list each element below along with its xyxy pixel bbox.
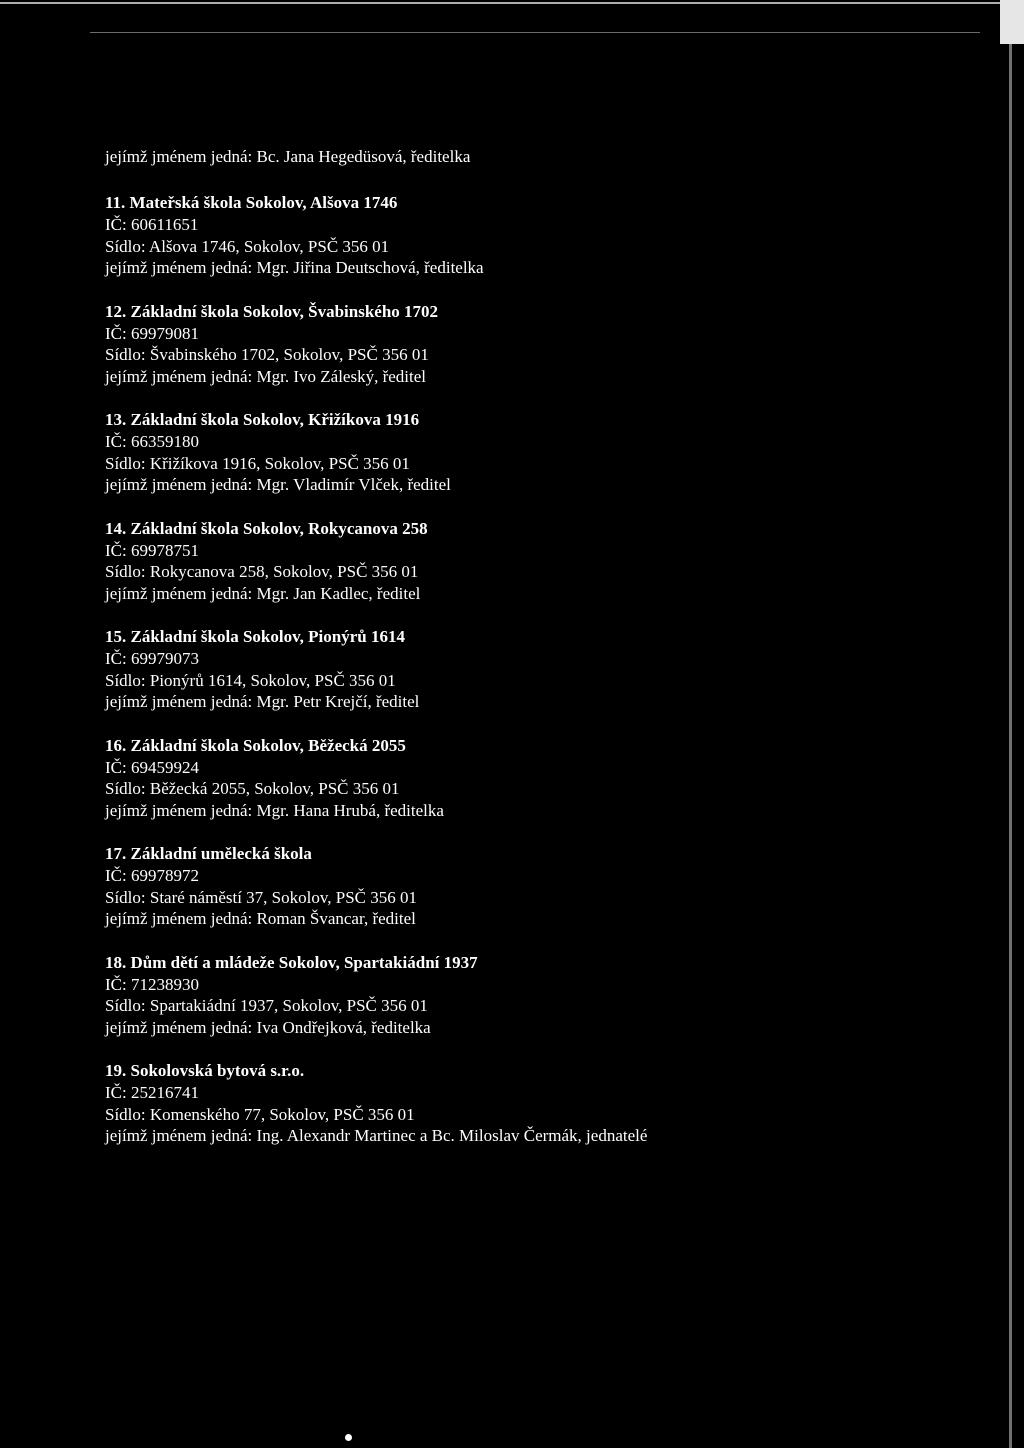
document-body	[105, 146, 905, 1169]
entry-title: 16. Základní škola Sokolov, Běžecká 2055	[105, 735, 406, 755]
scan-speck	[345, 1434, 352, 1441]
entry-sidlo: Sídlo: Křižíkova 1916, Sokolov, PSČ 356 01	[105, 453, 410, 473]
entry-sidlo: Sídlo: Komenského 77, Sokolov, PSČ 356 01	[105, 1104, 415, 1124]
entry-title: 13. Základní škola Sokolov, Křižíkova 1916	[105, 410, 420, 429]
entry-representative: jejímž jménem jedná: Iva Ondřejková, ředitelka	[105, 1017, 431, 1037]
entry-representative: jejímž jménem jedná: Mgr. Petr Krejčí, ředitel	[105, 692, 420, 711]
entry-title: 12. Základní škola Sokolov, Švabinského 1702	[105, 301, 439, 321]
entry-ic: IČ: 71238930	[105, 974, 199, 994]
entry-sidlo: Sídlo: Běžecká 2055, Sokolov, PSČ 356 01	[105, 779, 400, 798]
entry-title: 11. Mateřská škola Sokolov, Alšova 1746	[105, 193, 398, 212]
entry-ic: IČ: 69979081	[105, 323, 199, 343]
entry-12	[105, 301, 905, 388]
scan-edge-line	[90, 32, 980, 33]
entry-14	[105, 518, 905, 605]
entry-title: 14. Základní škola Sokolov, Rokycanova 258	[105, 518, 428, 538]
entry-sidlo: Sídlo: Spartakiádní 1937, Sokolov, PSČ 356 01	[105, 996, 428, 1015]
entry-representative: jejímž jménem jedná: Mgr. Hana Hrubá, ředitelka	[105, 800, 444, 820]
entry-ic: IČ: 60611651	[105, 215, 199, 234]
entry-ic: IČ: 25216741	[105, 1083, 199, 1102]
entry-18	[105, 952, 905, 1039]
entry-15	[105, 626, 905, 713]
entry-ic: IČ: 66359180	[105, 432, 199, 451]
entry-11	[105, 192, 905, 279]
entry-sidlo: Sídlo: Pionýrů 1614, Sokolov, PSČ 356 01	[105, 670, 396, 690]
entry-19	[105, 1060, 905, 1147]
entry-17	[105, 843, 905, 930]
entry-representative: jejímž jménem jedná: Mgr. Jiřina Deutschová, ředitelka	[105, 258, 484, 277]
entry-sidlo: Sídlo: Švabinského 1702, Sokolov, PSČ 356 01	[105, 345, 429, 364]
entry-title: 19. Sokolovská bytová s.r.o.	[105, 1061, 305, 1080]
entry-ic: IČ: 69978972	[105, 866, 199, 885]
scan-corner-mark	[1000, 0, 1024, 44]
entry-13	[105, 409, 905, 496]
entry-representative: jejímž jménem jedná: Ing. Alexandr Martinec a Bc. Miloslav Čermák, jednatelé	[105, 1126, 648, 1145]
entry-representative: jejímž jménem jedná: Roman Švancar, ředitel	[105, 909, 416, 928]
entry-title: 18. Dům dětí a mládeže Sokolov, Spartakiádní 1937	[105, 952, 478, 972]
entry-sidlo: Sídlo: Rokycanova 258, Sokolov, PSČ 356 01	[105, 562, 419, 581]
entry-16	[105, 735, 905, 822]
entry-ic: IČ: 69978751	[105, 540, 199, 560]
entry-representative: jejímž jménem jedná: Mgr. Jan Kadlec, ředitel	[105, 583, 421, 603]
entry-ic: IČ: 69979073	[105, 649, 199, 668]
entry-title: 17. Základní umělecká škola	[105, 844, 312, 863]
scan-edge-right	[1009, 0, 1012, 1448]
entry-sidlo: Sídlo: Alšova 1746, Sokolov, PSČ 356 01	[105, 236, 390, 256]
entry-ic: IČ: 69459924	[105, 757, 199, 777]
entry-representative: jejímž jménem jedná: Mgr. Ivo Záleský, ředitel	[105, 366, 427, 386]
entry-representative: jejímž jménem jedná: Mgr. Vladimír Vlček, ředitel	[105, 475, 451, 494]
entry-sidlo: Sídlo: Staré náměstí 37, Sokolov, PSČ 356 01	[105, 887, 418, 907]
entry-title: 15. Základní škola Sokolov, Pionýrů 1614	[105, 627, 405, 646]
scan-edge-top	[0, 2, 1000, 4]
intro-line: jejímž jménem jedná: Bc. Jana Hegedüsová, ředitelka	[105, 147, 471, 166]
